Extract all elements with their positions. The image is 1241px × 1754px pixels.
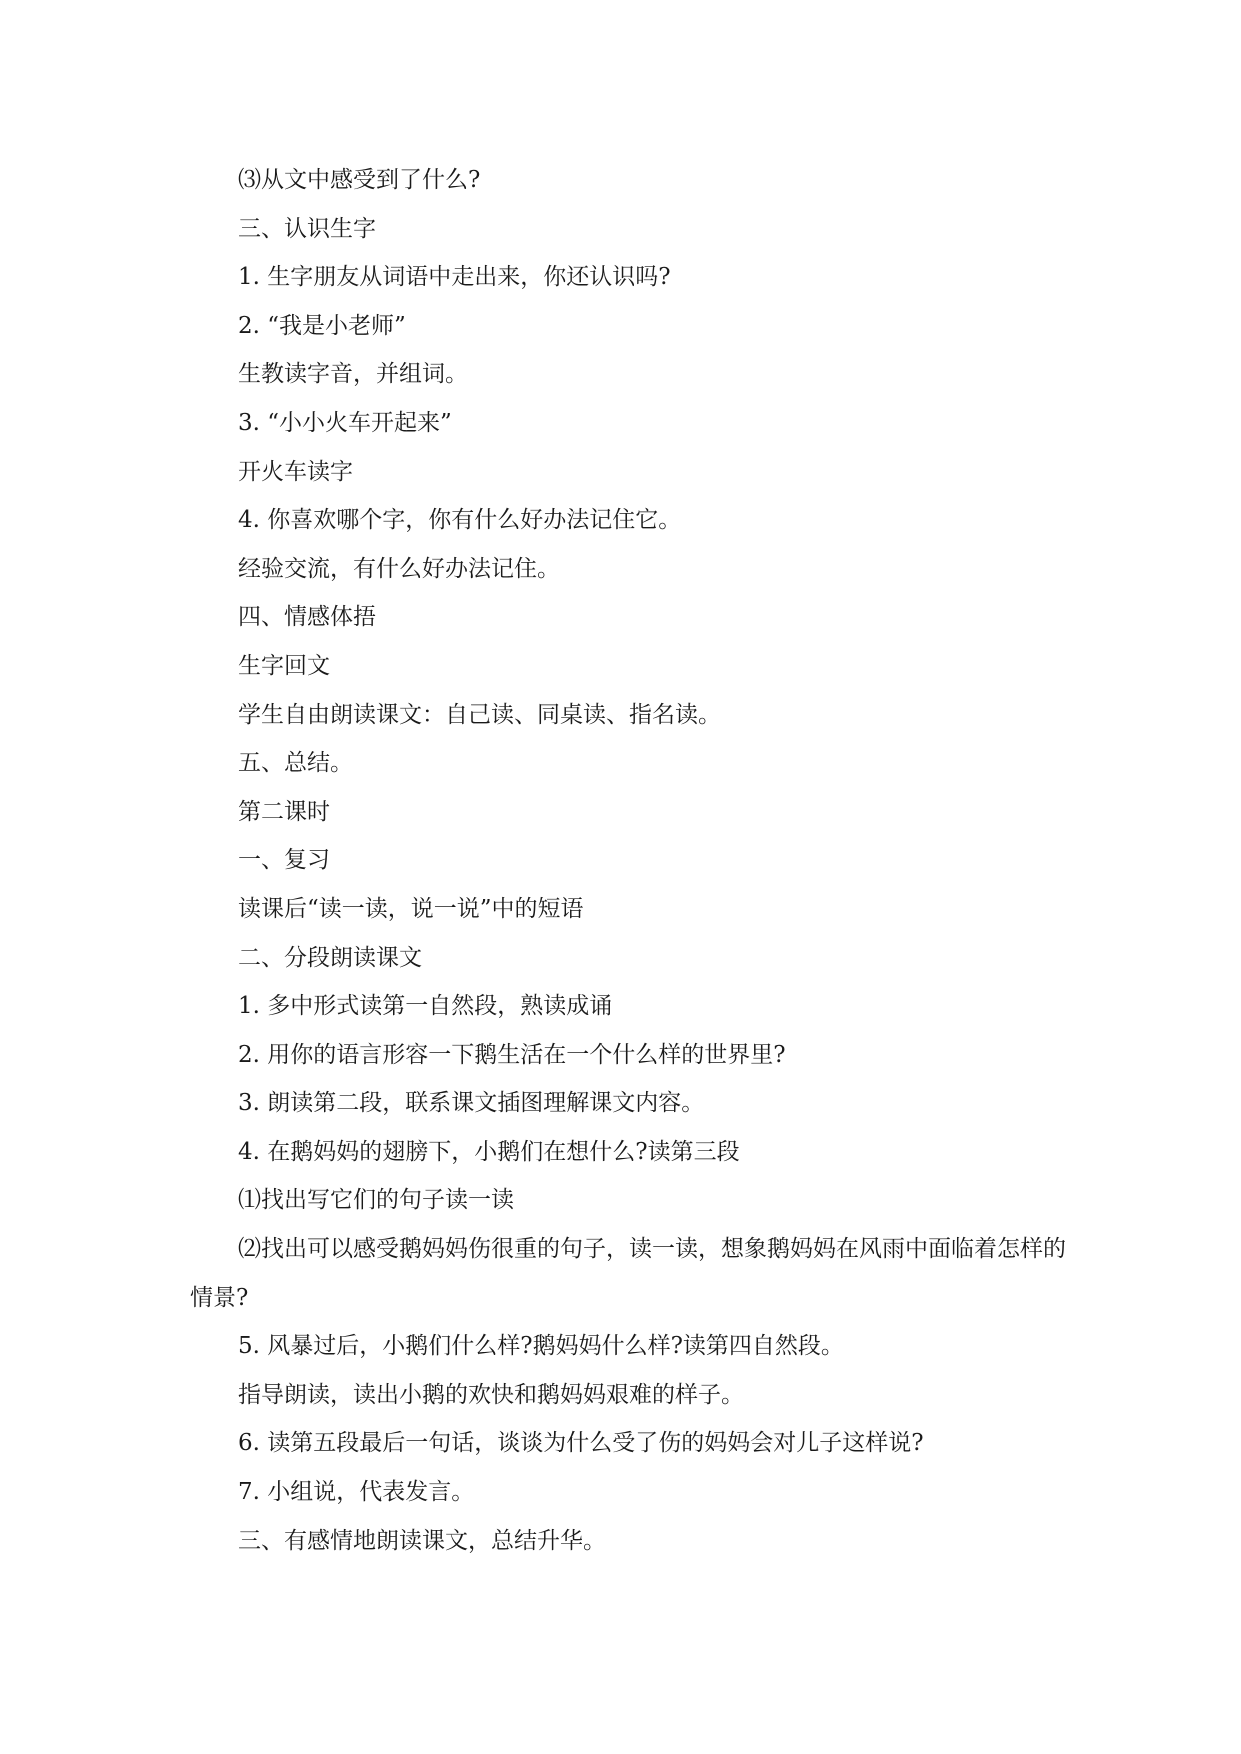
paragraph-train-reading: 开火车读字 <box>238 458 353 485</box>
paragraph-item-1: 1. 生字朋友从词语中走出来，你还认识吗? <box>238 264 671 291</box>
paragraph-substep-2: ⑵找出可以感受鹅妈妈伤很重的句子，读一读，想象鹅妈妈在风雨中面临着怎样的情景? <box>190 1236 1066 1311</box>
paragraph-step-4: 4. 在鹅妈妈的翅膀下，小鹅们在想什么?读第三段 <box>238 1138 740 1165</box>
paragraph-free-reading: 学生自由朗读课文：自己读、同桌读、指名读。 <box>238 701 721 728</box>
paragraph-step-7: 7. 小组说，代表发言。 <box>238 1479 475 1506</box>
paragraph-substep-1: ⑴找出写它们的句子读一读 <box>238 1187 514 1214</box>
section-heading-emotional-reading: 三、有感情地朗读课文，总结升华。 <box>238 1527 606 1554</box>
paragraph-teach-reading: 生教读字音，并组词。 <box>238 361 468 388</box>
paragraph-step-5: 5. 风暴过后，小鹅们什么样?鹅妈妈什么样?读第四自然段。 <box>238 1333 844 1360</box>
paragraph-step-2: 2. 用你的语言形容一下鹅生活在一个什么样的世界里? <box>238 1041 786 1068</box>
paragraph-item-3: 3. “小小火车开起来” <box>238 409 452 436</box>
section-heading-review: 一、复习 <box>238 847 330 874</box>
section-heading-summary: 五、总结。 <box>238 750 353 777</box>
document-body <box>190 156 1070 1565</box>
section-heading-characters: 三、认识生字 <box>238 215 376 242</box>
section-heading-emotion: 四、情感体捂 <box>238 604 376 631</box>
section-heading-segment-reading: 二、分段朗读课文 <box>238 944 422 971</box>
paragraph-step-3: 3. 朗读第二段，联系课文插图理解课文内容。 <box>238 1090 705 1117</box>
paragraph-experience: 经验交流，有什么好办法记住。 <box>238 555 560 582</box>
paragraph-item-2: 2. “我是小老师” <box>238 312 406 339</box>
lesson-heading-second: 第二课时 <box>238 798 330 825</box>
paragraph-reflection: ⑶从文中感受到了什么? <box>238 167 481 193</box>
paragraph-characters-back: 生字回文 <box>238 652 330 679</box>
paragraph-step-1: 1. 多中形式读第一自然段，熟读成诵 <box>238 993 613 1020</box>
paragraph-guided-reading: 指导朗读，读出小鹅的欢快和鹅妈妈艰难的样子。 <box>238 1381 744 1408</box>
paragraph-item-4: 4. 你喜欢哪个字，你有什么好办法记住它。 <box>238 507 682 534</box>
paragraph-read-phrases: 读课后“读一读，说一说”中的短语 <box>238 895 584 922</box>
paragraph-step-6: 6. 读第五段最后一句话，谈谈为什么受了伤的妈妈会对儿子这样说? <box>238 1430 924 1457</box>
